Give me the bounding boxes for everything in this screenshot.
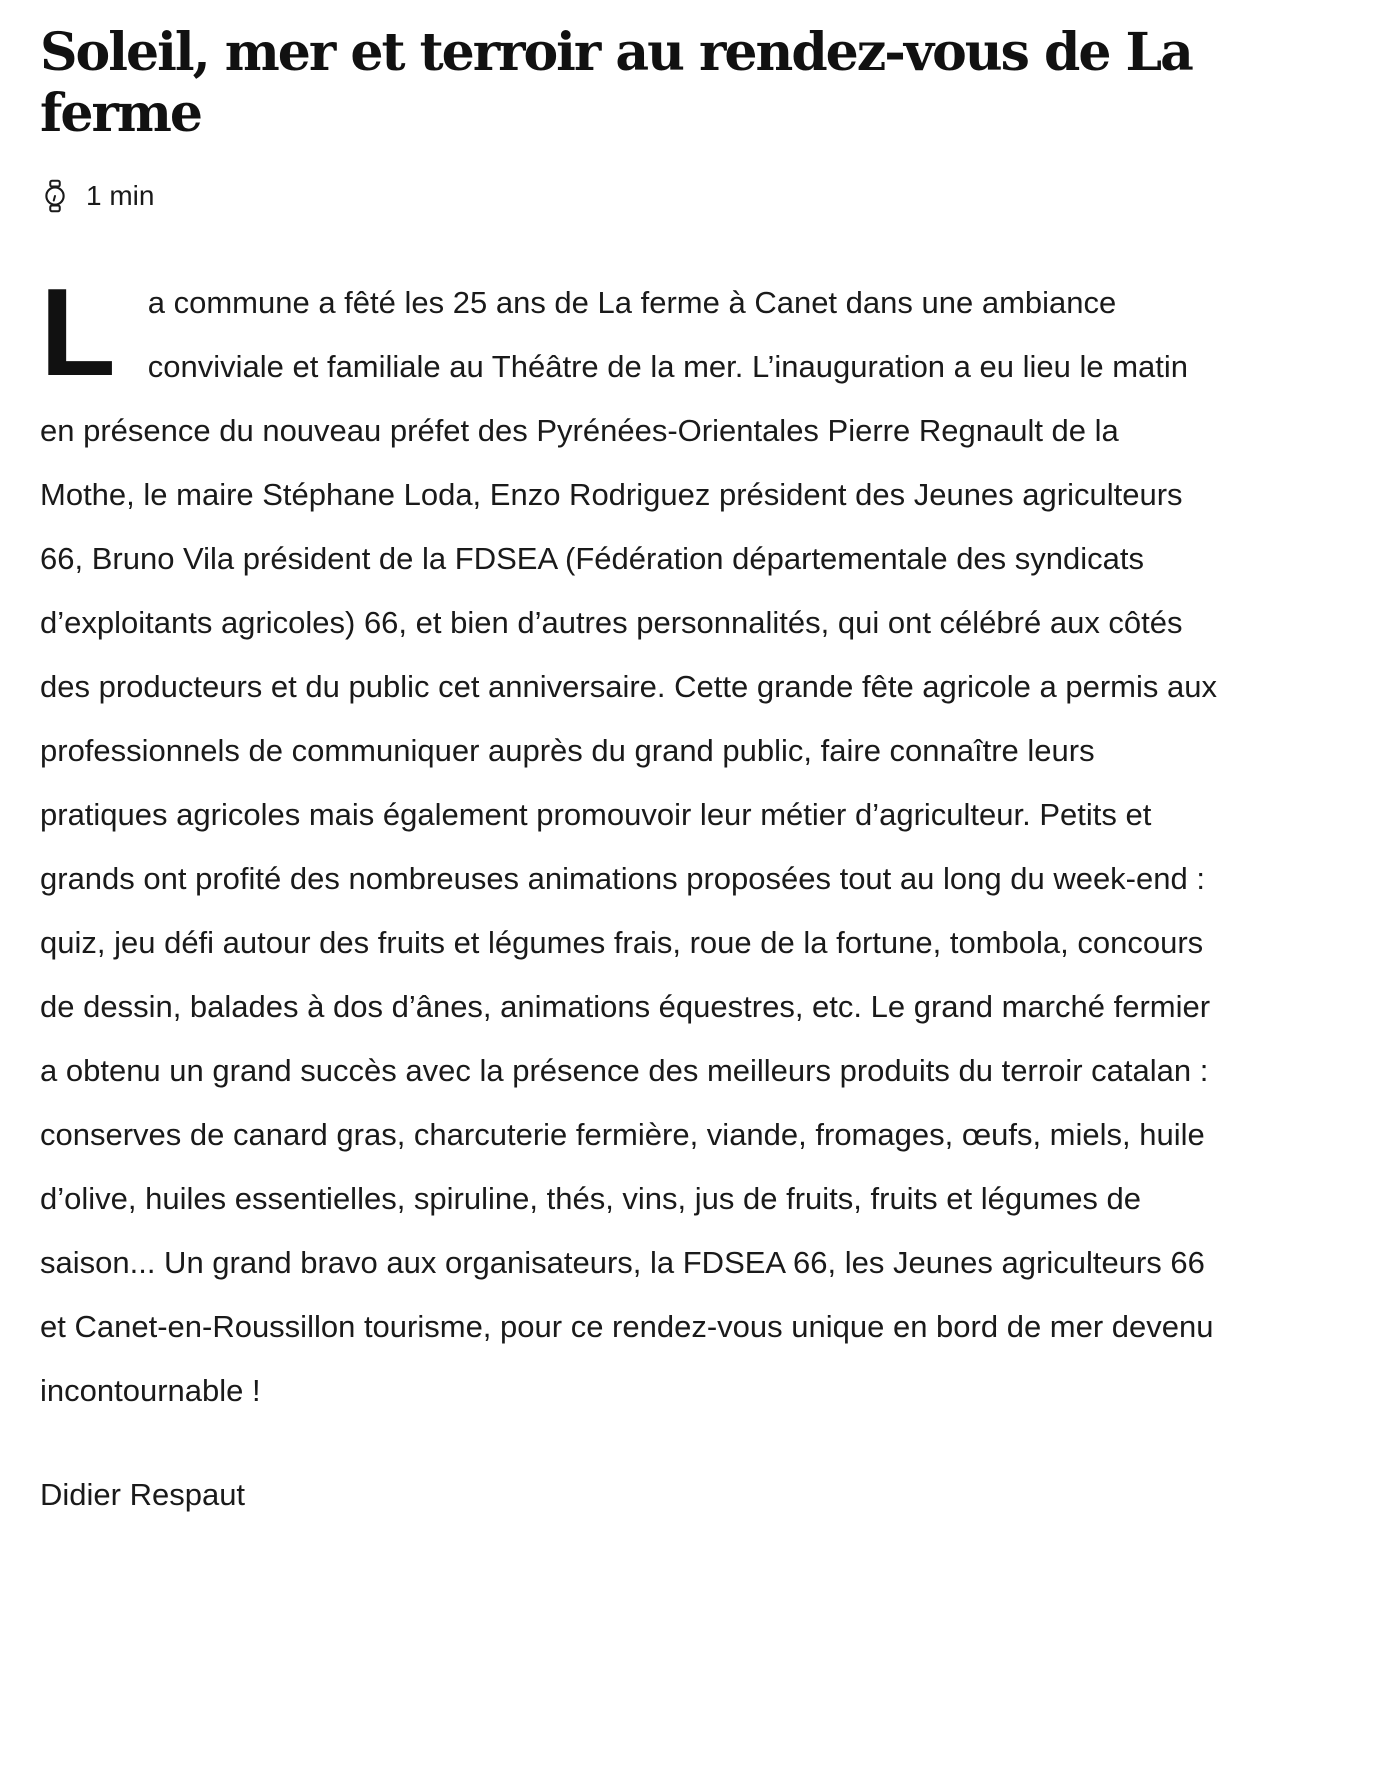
reading-time-label: 1 min xyxy=(86,179,155,211)
article-text: a commune a fêté les 25 ans de La ferme à Canet dans une ambiance conviviale et familiale au Théâtre de la mer. L’inauguration a eu lieu le matin en présence du nouveau préfet des Pyrénées-Orientales Pierre Regnault de la Mothe, le maire Stéphane Loda, Enzo Rodriguez président des Jeunes agriculteurs 66, Bruno Vila président de la FDSEA (Fédération départementale des syndicats d’exploitants agricoles) 66, et bien d’autres personnalités, qui ont célébré aux côtés des producteurs et du public cet anniversaire. Cette grande fête agricole a permis aux professionnels de communiquer auprès du grand public, faire connaître leurs pratiques agricoles mais également promouvoir leur métier d’agriculteur. Petits et grands ont profité des nombreuses animations proposées tout au long du week-end : quiz, jeu défi autour des fruits et légumes frais, roue de la fortune, tombola, concours de dessin, balades à dos d’ânes, animations équestres, etc. Le grand marché fermier a obtenu un grand succès avec la présence des meilleurs produits du terroir catalan : conserves de canard gras, charcuterie fermière, viande, fromages, œufs, miels, huile d’olive, huiles essentielles, spiruline, thés, vins, jus de fruits, fruits et légumes de saison... Un grand bravo aux organisateurs, la FDSEA 66, les Jeunes agriculteurs 66 et Canet-en-Roussillon tourisme, pour ce rendez-vous unique en bord de mer devenu incontournable ! xyxy=(40,284,1217,1408)
article xyxy=(40,22,1218,1515)
article-body xyxy=(40,263,1218,1423)
author-byline: Didier Respaut xyxy=(40,1476,246,1512)
article-title: Soleil, mer et terroir au rendez-vous de La ferme xyxy=(40,22,1192,145)
watch-icon xyxy=(40,179,70,213)
reading-time xyxy=(40,179,1218,213)
drop-cap: L xyxy=(40,263,116,402)
